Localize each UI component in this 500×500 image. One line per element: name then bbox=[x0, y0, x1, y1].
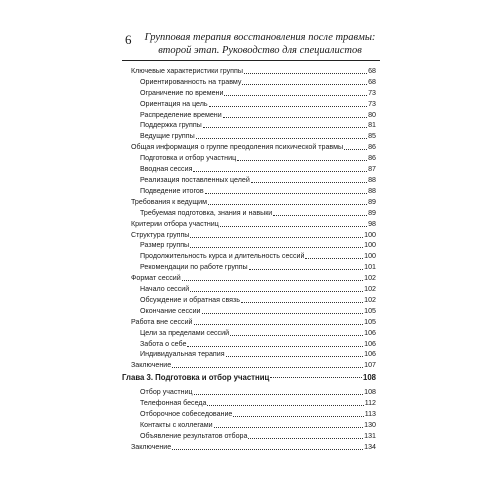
toc-entry-page: 73 bbox=[368, 88, 376, 97]
toc-entry bbox=[122, 430, 376, 441]
toc-entry-page: 131 bbox=[364, 431, 376, 440]
toc-entry-title: Подведение итогов bbox=[140, 186, 204, 195]
toc-entry-title: Структура группы bbox=[131, 230, 190, 239]
toc-entry bbox=[122, 441, 376, 452]
toc-entry-page: 105 bbox=[364, 306, 376, 315]
toc-entry bbox=[122, 250, 376, 261]
toc-entry-title: Поддержка группы bbox=[140, 121, 202, 130]
toc-entry bbox=[122, 294, 376, 305]
toc-dot-leader bbox=[220, 225, 367, 227]
toc-entry-title: Ориентация на цель bbox=[140, 99, 208, 108]
toc-entry-title: Ведущие группы bbox=[140, 132, 195, 141]
toc-entry bbox=[122, 207, 376, 218]
toc-dot-leader bbox=[223, 116, 367, 118]
toc-entry-title: Заключение bbox=[131, 361, 172, 370]
toc-entry bbox=[122, 261, 376, 272]
toc-entry-page: 80 bbox=[368, 110, 376, 119]
toc-dot-leader bbox=[193, 170, 367, 172]
toc-entry-page: 68 bbox=[368, 66, 376, 75]
toc-entry bbox=[122, 338, 376, 349]
toc-entry-title: Окончание сессии bbox=[140, 306, 201, 315]
toc-entry-title: Заключение bbox=[131, 442, 172, 451]
toc-entry-page: 105 bbox=[364, 317, 376, 326]
toc-dot-leader bbox=[305, 257, 363, 259]
toc-entry bbox=[122, 408, 376, 419]
toc-entry-page: 68 bbox=[368, 77, 376, 86]
toc-entry bbox=[122, 130, 376, 141]
toc-dot-leader bbox=[202, 312, 364, 314]
toc-entry-page: 112 bbox=[364, 399, 376, 408]
toc-entry-title: Продолжительность курса и длительность сессий bbox=[140, 252, 305, 261]
toc-entry bbox=[122, 229, 376, 240]
toc-entry-page: 100 bbox=[364, 252, 376, 261]
toc-entry bbox=[122, 349, 376, 360]
toc-entry-title: Подготовка и отбор участниц bbox=[140, 154, 237, 163]
toc-entry-page: 87 bbox=[368, 165, 376, 174]
toc-entry bbox=[122, 141, 376, 152]
toc-entry-page: 86 bbox=[368, 154, 376, 163]
toc-entry bbox=[122, 272, 376, 283]
toc-entry-page: 106 bbox=[364, 350, 376, 359]
toc-dot-leader bbox=[194, 323, 364, 325]
header-rule bbox=[122, 60, 380, 61]
toc-entry-page: 102 bbox=[364, 295, 376, 304]
toc-entry bbox=[122, 76, 376, 87]
toc-entry-page: 98 bbox=[368, 219, 376, 228]
toc-entry-page: 113 bbox=[364, 410, 376, 419]
toc-entry-page: 86 bbox=[368, 143, 376, 152]
toc-dot-leader bbox=[203, 126, 367, 128]
toc-dot-leader bbox=[190, 236, 363, 238]
toc-entry-page: 134 bbox=[364, 442, 376, 451]
toc-entry-title: Глава 3. Подготовка и отбор участниц bbox=[122, 373, 270, 383]
toc-entry bbox=[122, 359, 376, 370]
toc-entry bbox=[122, 316, 376, 327]
toc-entry-title: Работа вне сессий bbox=[131, 317, 193, 326]
toc-entry-title: Контакты с коллегами bbox=[140, 421, 213, 429]
toc-entry-page: 89 bbox=[368, 208, 376, 217]
toc-entry bbox=[122, 419, 376, 430]
toc-entry-title: Цели за пределами сессий bbox=[140, 328, 230, 337]
toc-dot-leader bbox=[207, 404, 363, 406]
toc-entry-title: Ориентированность на травму bbox=[140, 77, 242, 86]
toc-entry-title: Рекомендации по работе группы bbox=[140, 263, 248, 272]
toc-dot-leader bbox=[187, 345, 363, 347]
toc-dot-leader bbox=[208, 203, 367, 205]
toc-dot-leader bbox=[209, 105, 368, 107]
toc-dot-leader bbox=[190, 290, 363, 292]
toc-entry bbox=[122, 218, 376, 229]
toc-entry-page: 108 bbox=[362, 373, 376, 383]
toc-entry-page: 130 bbox=[364, 421, 376, 429]
toc-dot-leader bbox=[230, 334, 363, 336]
toc-dot-leader bbox=[196, 137, 367, 139]
toc-entry bbox=[122, 98, 376, 109]
toc-entry-title: Формат сессий bbox=[131, 274, 181, 283]
toc-entry bbox=[122, 283, 376, 294]
toc-dot-leader bbox=[249, 268, 364, 270]
toc-dot-leader bbox=[190, 246, 363, 248]
toc-entry bbox=[122, 327, 376, 338]
toc-entry bbox=[122, 196, 376, 207]
toc-dot-leader bbox=[172, 366, 363, 368]
toc-entry-title: Ограничение по времени bbox=[140, 88, 224, 97]
toc-dot-leader bbox=[273, 214, 367, 216]
toc-entry-page: 81 bbox=[368, 121, 376, 130]
toc-chapter-entry bbox=[122, 370, 376, 386]
toc-entry-title: Распределение времени bbox=[140, 110, 222, 119]
toc-entry-title: Обсуждение и обратная связь bbox=[140, 295, 240, 304]
toc-entry-page: 108 bbox=[364, 388, 376, 397]
toc-entry bbox=[122, 174, 376, 185]
toc-entry-page: 101 bbox=[364, 263, 376, 272]
toc-dot-leader bbox=[237, 159, 367, 161]
toc-dot-leader bbox=[248, 437, 363, 439]
toc-dot-leader bbox=[205, 192, 368, 194]
toc-entry-page: 102 bbox=[364, 285, 376, 294]
toc-entry-page: 89 bbox=[368, 197, 376, 206]
toc-entry-page: 102 bbox=[364, 274, 376, 283]
toc-entry-title: Требуемая подготовка, знания и навыки bbox=[140, 208, 273, 217]
toc-entry-title: Отбор участниц bbox=[140, 388, 193, 397]
toc-dot-leader bbox=[242, 83, 367, 85]
toc-entry-page: 107 bbox=[364, 361, 376, 370]
toc-entry-title: Требования к ведущим bbox=[131, 197, 207, 206]
toc-entry bbox=[122, 120, 376, 131]
toc-dot-leader bbox=[233, 415, 363, 417]
toc-entry-page: 100 bbox=[364, 230, 376, 239]
toc-entry-page: 73 bbox=[368, 99, 376, 108]
toc-entry-title: Размер группы bbox=[140, 241, 190, 250]
running-head-line-1: Групповая терапия восстановления после травмы: bbox=[144, 32, 376, 43]
toc-dot-leader bbox=[214, 426, 364, 428]
toc-entry bbox=[122, 163, 376, 174]
toc-entry bbox=[122, 305, 376, 316]
toc-entry-title: Телефонная беседа bbox=[140, 399, 207, 408]
toc-dot-leader bbox=[172, 448, 363, 450]
toc-entry-title: Реализация поставленных целей bbox=[140, 175, 250, 184]
toc-entry-title: Критерии отбора участниц bbox=[131, 219, 219, 228]
toc-dot-leader bbox=[270, 376, 362, 378]
toc-entry bbox=[122, 65, 376, 76]
toc-entry-title: Индивидуальная терапия bbox=[140, 350, 225, 359]
toc-dot-leader bbox=[244, 72, 367, 74]
toc-entry bbox=[122, 397, 376, 408]
toc-entry-page: 106 bbox=[364, 328, 376, 337]
toc-dot-leader bbox=[344, 148, 367, 150]
toc-entry-title: Объявление результатов отбора bbox=[140, 431, 248, 440]
toc-entry bbox=[122, 109, 376, 120]
toc-entry-title: Вводная сессия bbox=[140, 165, 193, 174]
toc-entry bbox=[122, 185, 376, 196]
running-head bbox=[140, 31, 380, 57]
table-of-contents bbox=[122, 65, 376, 452]
toc-entry-page: 100 bbox=[364, 241, 376, 250]
page-number: 6 bbox=[125, 32, 132, 47]
toc-dot-leader bbox=[251, 181, 367, 183]
toc-dot-leader bbox=[226, 355, 364, 357]
toc-dot-leader bbox=[241, 301, 363, 303]
toc-entry bbox=[122, 386, 376, 397]
toc-entry-title: Отборочное собеседование bbox=[140, 410, 233, 419]
toc-dot-leader bbox=[224, 94, 367, 96]
toc-entry bbox=[122, 87, 376, 98]
toc-dot-leader bbox=[182, 279, 363, 281]
toc-entry-title: Общая информация о группе преодоления психической травмы bbox=[131, 143, 344, 152]
toc-entry-title: Начало сессий bbox=[140, 285, 190, 294]
toc-dot-leader bbox=[194, 393, 364, 395]
toc-entry-page: 88 bbox=[368, 186, 376, 195]
toc-entry-page: 88 bbox=[368, 175, 376, 184]
toc-entry bbox=[122, 152, 376, 163]
toc-entry-title: Забота о себе bbox=[140, 339, 187, 348]
toc-entry bbox=[122, 240, 376, 251]
running-head-line-2: второй этап. Руководство для специалистов bbox=[158, 45, 362, 56]
toc-entry-page: 85 bbox=[368, 132, 376, 141]
toc-entry-title: Ключевые характеристики группы bbox=[131, 66, 243, 75]
toc-entry-page: 106 bbox=[364, 339, 376, 348]
